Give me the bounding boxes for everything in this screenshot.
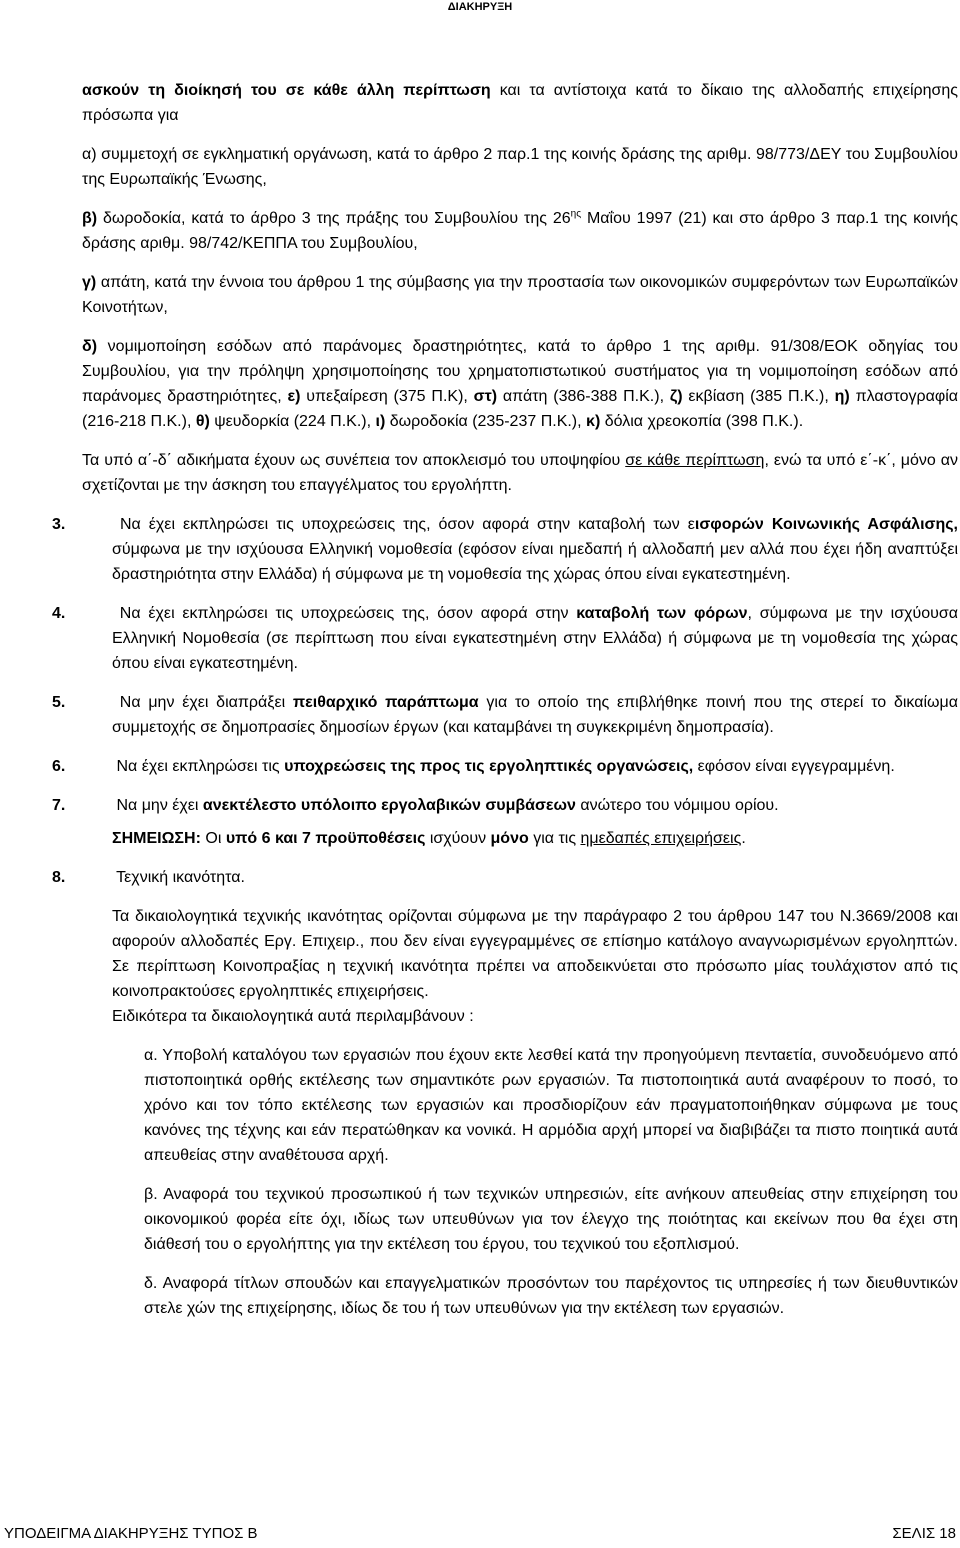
item-7 (52, 793, 958, 818)
item-number: 7. (52, 797, 66, 814)
item-4 (52, 601, 959, 676)
document-body (52, 78, 959, 1335)
bold-text: καταβολή των φόρων (576, 605, 748, 622)
text: δωροδοκία, κατά το άρθρο 3 της πράξης του Συμβουλίου της 26 (97, 210, 571, 227)
text: ανώτερο του νόμιμου ορίου. (575, 797, 779, 814)
text: Τα δικαιολογητικά τεχνικής ικανότητας ορίζονται σύμφωνα με την παράγραφο 2 του άρθρου 147 του Ν.3669/2008 και αφορούν αλλοδαπές Εργ. Επιχειρ., που δεν είναι εγγεγραμμένες σε επίσημο κατάλογο αναγνωρισμένων εργοληπτών. Σε περίπτωση Κοινοπραξίας η τεχνική ικανότητα πρέπει να αποδεικνύεται στο πρόσωπο μίας τουλάχιστον από τις κοινοπρακτούσες εργοληπτικές επιχειρήσεις. (112, 908, 958, 1000)
list-marker: η) (834, 388, 850, 405)
text: νομιμοποίηση εσόδων από παράνομες δραστηριότητες, κατά το άρθρο 1 της αριθμ. 91/308/ΕΟΚ οδηγίας του Συμβουλίου, για την πρόληψη χρησιμοποίησης του χρηματοπιστωτικού συστήματος για τη νομιμοποίηση εσόδων από παράνομες δραστηριότητες, (82, 338, 958, 405)
text: . (741, 830, 746, 847)
list-marker: ε) (287, 388, 301, 405)
item-number: 8. (52, 869, 66, 886)
bold-text: υποχρεώσεις της προς τις εργοληπτικές οργανώσεις, (284, 758, 694, 775)
text: πλαστογραφία (216-218 Π.Κ.), (82, 388, 959, 430)
text: Να μην έχει (112, 797, 203, 814)
text: ψευδορκία (224 Π.Κ.), (209, 413, 376, 430)
text: και τα αντίστοιχα κατά το δίκαιο της αλλοδαπής επιχείρησης πρόσωπα για (82, 82, 959, 124)
text: απάτη (386-388 Π.Κ.), (497, 388, 670, 405)
text: , σύμφωνα με την ισχύουσα Ελληνική Νομοθεσία (σε περίπτωση που είναι εγκατεστημένη στην Ελλάδα) ή σύμφωνα με τη νομοθεσία της χώρας όπου είναι εγκατεστημένη. (112, 605, 959, 672)
text: Οι (200, 830, 226, 847)
list-marker: κ) (586, 413, 601, 430)
text: ισχύουν (425, 830, 491, 847)
text: Να μην έχει διαπράξει (112, 694, 293, 711)
text: Ειδικότερα τα δικαιολογητικά αυτά περιλαμβάνουν : (112, 1008, 474, 1025)
text: υπεξαίρεση (375 Π.Κ), (300, 388, 474, 405)
bold-text: μόνο (490, 830, 529, 847)
item-6 (52, 754, 958, 779)
paragraph-d (82, 334, 958, 434)
page-header: ΔΙΑΚΗΡΥΞΗ (447, 1, 513, 13)
text: α. Υποβολή καταλόγου των εργασιών που έχουν εκτε λεσθεί κατά την προηγούμενη πενταετία, συνοδευόμενο από πιστοποιητικά ορθής εκτέλεσης των σημαντικότε ρων εργασιών. Τα πιστοποιητικά αυτά αναφέρουν το ποσό, το χρόνο και τον τόπο εκτέλεσης των εργασιών και προσδιορίζουν εάν πραγματοποιήθηκαν σύμφωνα με τους κανόνες της τέχνης και εάν περατώθηκαν κα νονικά. Η αρμόδια αρχή μπορεί να διαβιβάζει τα πιστο ποιητικά αυτά απευθείας στην αναθέτουσα αρχή. (144, 1047, 958, 1164)
text: Να έχει εκπληρώσει τις (112, 758, 285, 775)
paragraph-tech-capacity (112, 904, 958, 1004)
text: απάτη, κατά την έννοια του άρθρου 1 της σύμβασης για την προστασία των οικονομικών συμφερόντων των Ευρωπαϊκών Κοινοτήτων, (82, 274, 958, 316)
text: εκβίαση (385 Π.Κ.), (682, 388, 835, 405)
underlined-text: ημεδαπές επιχειρήσεις (580, 830, 742, 847)
text: για το οποίο της επιβλήθηκε ποινή που της στερεί το δικαίωμα συμμετοχής σε δημοπρασίες δημοσίων έργων (και καταμβάνει τη συγκεκριμένη δημοπρασία). (112, 694, 958, 736)
note-label: ΣΗΜΕΙΩΣΗ: (112, 830, 201, 847)
note (112, 826, 958, 851)
list-marker: ι) (375, 413, 386, 430)
text: β. Αναφορά του τεχνικού προσωπικού ή των τεχνικών υπηρεσιών, είτε ανήκουν απευθείας στην επιχείρηση του οικονομικού φορέα είτε όχι, ιδίως των υπευθύνων για τον έλεγχο της ποιότητας και εκείνων που θα έχει στη διάθεσή του ο εργολήπτης για την εκτέλεση του έργου, του τεχνικού του εξοπλισμού. (144, 1186, 958, 1253)
paragraph-delta (144, 1271, 958, 1321)
paragraph-beta (144, 1182, 958, 1257)
text: σύμφωνα με την ισχύουσα Ελληνική νομοθεσία (εφόσον είναι ημεδαπή ή αλλοδαπή μεν αλλά που έχει ήδη αναπτύξει δραστηριότητα στην Ελλάδα) ή σύμφωνα με τη νομοθεσία της χώρας όπου είναι εγκατεστημένη. (112, 541, 958, 583)
paragraph-a (82, 142, 958, 192)
list-marker: δ) (82, 338, 98, 355)
item-5 (52, 690, 958, 740)
bold-text: πειθαρχικό παράπτωμα (292, 694, 479, 711)
underlined-text: σε κάθε περίπτωση (625, 452, 765, 469)
item-3 (52, 512, 958, 587)
paragraph-intro (82, 78, 958, 128)
bold-text: υπό 6 και 7 προϋποθέσεις (225, 830, 426, 847)
paragraph-c (82, 270, 958, 320)
text: για τις (528, 830, 581, 847)
bold-text: ισφορών Κοινωνικής Ασφάλισης, (694, 516, 958, 533)
item-number: 3. (52, 516, 66, 533)
paragraph-consequences (82, 448, 958, 498)
text: εφόσον είναι εγγεγραμμένη. (693, 758, 895, 775)
footer-document-type: ΥΠΟΔΕΙΓΜΑ ΔΙΑΚΗΡΥΞΗΣ ΤΥΠΟΣ Β (4, 1525, 258, 1542)
text: Να έχει εκπληρώσει τις υποχρεώσεις της, όσον αφορά στην καταβολή των ε (112, 516, 695, 533)
bold-text: ανεκτέλεστο υπόλοιπο εργολαβικών συμβάσεων (202, 797, 576, 814)
text: Μαΐου 1997 (21) και στο άρθρο 3 παρ.1 της κοινής δράσης αριθμ. 98/742/ΚΕΠΠΑ του Συμβουλίου, (82, 210, 958, 252)
list-marker: β) (82, 210, 98, 227)
superscript: ης (570, 208, 582, 220)
paragraph-b (82, 206, 958, 256)
item-8 (52, 865, 958, 890)
item-number: 6. (52, 758, 66, 775)
text: Τα υπό α΄-δ΄ αδικήματα έχουν ως συνέπεια τον αποκλεισμό του υποψηφίου (82, 452, 626, 469)
list-marker: ζ) (669, 388, 683, 405)
text: δωροδοκία (235-237 Π.Κ.), (385, 413, 587, 430)
text: δ. Αναφορά τίτλων σπουδών και επαγγελματικών προσόντων του παρέχοντος τις υπηρεσίες ή των διευθυντικών στελε χών της επιχείρησης, ιδίως δε του ή των υπευθύνων για την εκτέλεση των εργασιών. (144, 1275, 958, 1317)
paragraph-alpha (144, 1043, 958, 1168)
text: δόλια χρεοκοπία (398 Π.Κ.). (600, 413, 804, 430)
text: α) συμμετοχή σε εγκληματική οργάνωση, κατά το άρθρο 2 παρ.1 της κοινής δράσης της αριθμ. 98/773/ΔΕΥ του Συμβουλίου της Ευρωπαϊκής Ένωσης, (82, 146, 958, 188)
text: Τεχνική ικανότητα. (112, 869, 245, 886)
text: Να έχει εκπληρώσει τις υποχρεώσεις της, όσον αφορά στην (112, 605, 577, 622)
bold-text: ασκούν τη διοίκησή του σε κάθε άλλη περίπτωση (82, 82, 491, 99)
paragraph-tech-docs (112, 1004, 958, 1029)
text: , ενώ τα υπό ε΄-κ΄, μόνο αν σχετίζονται με την άσκηση του επαγγέλματος του εργολήπτη. (82, 452, 958, 494)
item-number: 4. (52, 605, 66, 622)
list-marker: γ) (82, 274, 97, 291)
footer-page-number: ΣΕΛΙΣ 18 (892, 1525, 956, 1542)
list-marker: θ) (195, 413, 210, 430)
item-number: 5. (52, 694, 66, 711)
list-marker: στ) (473, 388, 498, 405)
